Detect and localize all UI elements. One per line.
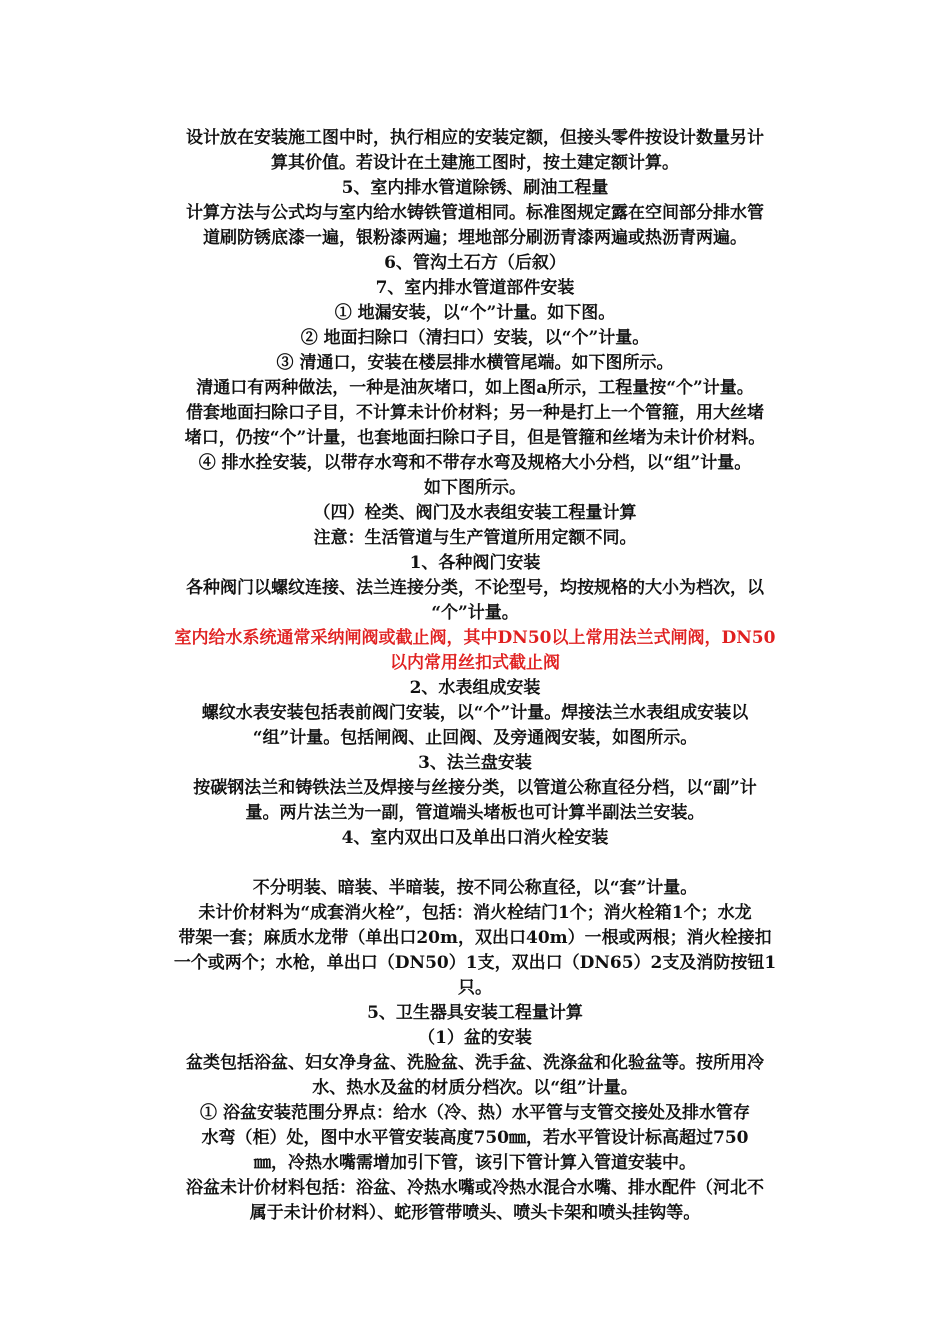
section-heading: 1、各种阀门安装: [409, 553, 541, 573]
text-line: “组”计量。包括闸阀、止回阀、及旁通阀安装，如图所示。: [252, 728, 698, 748]
section-heading: 2、水表组成安装: [409, 678, 541, 698]
text-line: ㎜，冷热水嘴需增加引下管，该引下管计算入管道安装中。: [254, 1153, 696, 1173]
text-line: 属于未计价材料）、蛇形管带喷头、喷头卡架和喷头挂钩等。: [249, 1203, 701, 1223]
section-heading: 3、法兰盘安装: [418, 753, 532, 773]
text-line: “个”计量。: [431, 603, 519, 623]
text-line: 浴盆未计价材料包括：浴盆、冷热水嘴或冷热水混合水嘴、排水配件（河北不: [186, 1178, 764, 1198]
list-item: ③ 清通口，安装在楼层排水横管尾端。如下图所示。: [276, 353, 674, 373]
section-heading: 6、管沟土石方（后叙）: [384, 253, 566, 273]
highlighted-line: 以内常用丝扣式截止阀: [390, 653, 560, 673]
blank-line: [140, 851, 810, 876]
text-line: 未计价材料为“成套消火栓”，包括：消火栓结门1个；消火栓箱1个；水龙: [198, 903, 752, 923]
highlighted-line: 室内给水系统通常采纳闸阀或截止阀，其中DN50以上常用法兰式闸阀，DN50: [174, 628, 776, 648]
text-line: 计算方法与公式均与室内给水铸铁管道相同。标准图规定露在空间部分排水管: [186, 203, 764, 223]
text-line: 设计放在安装施工图中时，执行相应的安装定额，但接头零件按设计数量另计: [186, 128, 764, 148]
text-line: 量。两片法兰为一副，管道端头堵板也可计算半副法兰安装。: [245, 803, 705, 823]
text-line: 堵口，仍按“个”计量，也套地面扫除口子目，但是管箍和丝堵为未计价材料。: [184, 428, 766, 448]
section-heading: 4、室内双出口及单出口消火栓安装: [341, 828, 609, 848]
text-line: 不分明装、暗装、半暗装，按不同公称直径，以“套”计量。: [252, 878, 698, 898]
list-item: ② 地面扫除口（清扫口）安装，以“个”计量。: [300, 328, 650, 348]
list-item: ④ 排水拴安装，以带存水弯和不带存水弯及规格大小分档，以“组”计量。: [198, 453, 752, 473]
list-item: ① 浴盆安装范围分界点：给水（冷、热）水平管与支管交接处及排水管存: [200, 1103, 750, 1123]
text-line: 只。: [458, 978, 492, 998]
section-heading: （1）盆的安装: [418, 1028, 532, 1048]
text-line: 一个或两个；水枪，单出口（DN50）1支，双出口（DN65）2支及消防按钮1: [173, 953, 777, 973]
text-line: 水弯（柜）处，图中水平管安装高度750㎜，若水平管设计标高超过750: [201, 1128, 749, 1148]
text-line: 水、热水及盆的材质分档次。以“组”计量。: [312, 1078, 638, 1098]
text-line: 道刷防锈底漆一遍，银粉漆两遍；埋地部分刷沥青漆两遍或热沥青两遍。: [203, 228, 747, 248]
text-line: 如下图所示。: [424, 478, 526, 498]
text-line: 算其价值。若设计在土建施工图时，按土建定额计算。: [271, 153, 679, 173]
section-heading: 7、室内排水管道部件安装: [375, 278, 575, 298]
text-line: 螺纹水表安装包括表前阀门安装，以“个”计量。焊接法兰水表组成安装以: [201, 703, 749, 723]
text-line: 带架一套；麻质水龙带（单出口20m，双出口40m）一根或两根；消火栓接扣: [178, 928, 772, 948]
section-heading: （四）栓类、阀门及水表组安装工程量计算: [313, 503, 637, 523]
section-heading: 5、室内排水管道除锈、刷油工程量: [341, 178, 609, 198]
list-item: ① 地漏安装，以“个”计量。如下图。: [334, 303, 616, 323]
document-body: [140, 126, 810, 1226]
text-line: 借套地面扫除口子目，不计算未计价材料；另一种是打上一个管箍，用大丝堵: [186, 403, 764, 423]
text-line: 按碳钢法兰和铸铁法兰及焊接与丝接分类，以管道公称直径分档，以“副”计: [193, 778, 757, 798]
text-line: 清通口有两种做法，一种是油灰堵口，如上图a所示，工程量按“个”计量。: [196, 378, 754, 398]
note-line: 注意：生活管道与生产管道所用定额不同。: [313, 528, 637, 548]
text-line: 盆类包括浴盆、妇女净身盆、洗脸盆、洗手盆、洗涤盆和化验盆等。按所用冷: [186, 1053, 764, 1073]
section-heading: 5、卫生器具安装工程量计算: [367, 1003, 583, 1023]
text-line: 各种阀门以螺纹连接、法兰连接分类，不论型号，均按规格的大小为档次，以: [186, 578, 764, 598]
